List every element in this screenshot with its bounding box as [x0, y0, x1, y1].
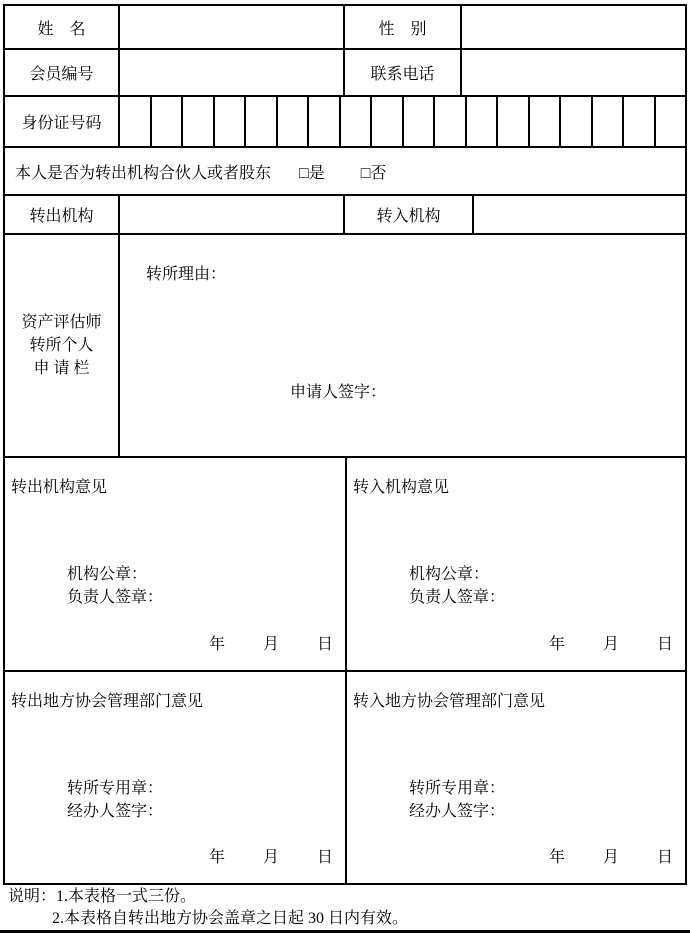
in-org-input-cell[interactable] [474, 196, 685, 233]
id-digit-cell[interactable] [215, 97, 247, 146]
id-digit-cell[interactable] [435, 97, 467, 146]
id-digit-cell[interactable] [309, 97, 341, 146]
applicant-column-label-line1: 资产评估师 [21, 314, 102, 331]
out-org-label: 转出机构 [5, 196, 120, 233]
row-organizations [5, 196, 685, 235]
form-notes [8, 886, 408, 930]
id-digit-cell[interactable] [404, 97, 436, 146]
name-input-cell[interactable] [120, 6, 345, 48]
stamp-line: 负责人签章： [409, 589, 506, 606]
stamp-line: 经办人签字： [409, 803, 506, 820]
opinion-title: 转入机构意见 [353, 479, 450, 496]
applicant-column-label-line3: 申 请 栏 [33, 360, 90, 377]
id-digit-cell[interactable] [656, 97, 686, 146]
stamp-line: 转所专用章： [409, 780, 506, 797]
opinion-title: 转出地方协会管理部门意见 [11, 693, 204, 710]
transfer-reason-label: 转所理由： [146, 266, 227, 283]
application-area[interactable] [120, 235, 685, 456]
row-memberno-phone [5, 50, 685, 97]
date-line: 年 月 日 [548, 849, 673, 866]
phone-input-cell[interactable] [462, 50, 685, 95]
partner-question-cell [5, 148, 685, 194]
date-line: 年 月 日 [208, 636, 333, 653]
in-org-opinion-cell[interactable] [347, 458, 685, 670]
applicant-column-label-line2: 转所个人 [29, 337, 94, 354]
id-digit-cell[interactable] [278, 97, 310, 146]
stamp-line: 负责人签章： [67, 589, 164, 606]
name-label: 姓 名 [5, 6, 120, 48]
gender-input-cell[interactable] [462, 6, 685, 48]
partner-question-text: 本人是否为转出机构合伙人或者股东 [15, 164, 272, 182]
id-digit-cell[interactable] [372, 97, 404, 146]
id-digit-cell[interactable] [624, 97, 656, 146]
phone-label: 联系电话 [345, 50, 462, 95]
id-digit-cell[interactable] [152, 97, 184, 146]
member-no-input-cell[interactable] [120, 50, 345, 95]
row-partner-question [5, 148, 685, 196]
applicant-signature-label: 申请人签字： [290, 384, 387, 401]
id-number-cells [120, 97, 685, 146]
id-digit-cell[interactable] [183, 97, 215, 146]
out-association-opinion-cell[interactable] [5, 672, 347, 883]
in-org-label: 转入机构 [345, 196, 474, 233]
out-org-input-cell[interactable] [120, 196, 345, 233]
id-digit-cell[interactable] [467, 97, 499, 146]
id-digit-cell[interactable] [498, 97, 530, 146]
row-association-opinions [5, 672, 685, 883]
applicant-column-label [5, 235, 120, 456]
id-digit-cell[interactable] [561, 97, 593, 146]
row-name-gender [5, 6, 685, 50]
date-line: 年 月 日 [208, 849, 333, 866]
checkbox-no[interactable]: □否 [360, 164, 387, 182]
id-digit-cell[interactable] [246, 97, 278, 146]
id-digit-cell[interactable] [341, 97, 373, 146]
id-digit-cell[interactable] [120, 97, 152, 146]
stamp-line: 转所专用章： [67, 780, 164, 797]
out-org-opinion-cell[interactable] [5, 458, 347, 670]
row-id-number [5, 97, 685, 148]
stamp-line: 机构公章： [67, 566, 148, 583]
id-number-label: 身份证号码 [5, 97, 120, 146]
note-line-2: 2.本表格自转出地方协会盖章之日起 30 日内有效。 [52, 910, 409, 927]
opinion-title: 转入地方协会管理部门意见 [353, 693, 546, 710]
stamp-line: 机构公章： [409, 566, 490, 583]
stamp-line: 经办人签字： [67, 803, 164, 820]
id-digit-cell[interactable] [530, 97, 562, 146]
in-association-opinion-cell[interactable] [347, 672, 685, 883]
checkbox-yes[interactable]: □是 [299, 164, 325, 182]
gender-label: 性 别 [345, 6, 462, 48]
id-digit-cell[interactable] [593, 97, 625, 146]
note-line-1: 说明：1.本表格一式三份。 [8, 888, 197, 905]
date-line: 年 月 日 [548, 636, 673, 653]
row-org-opinions [5, 458, 685, 672]
opinion-title: 转出机构意见 [11, 479, 108, 496]
row-application [5, 235, 685, 458]
member-no-label: 会员编号 [5, 50, 120, 95]
form-table [3, 4, 687, 885]
